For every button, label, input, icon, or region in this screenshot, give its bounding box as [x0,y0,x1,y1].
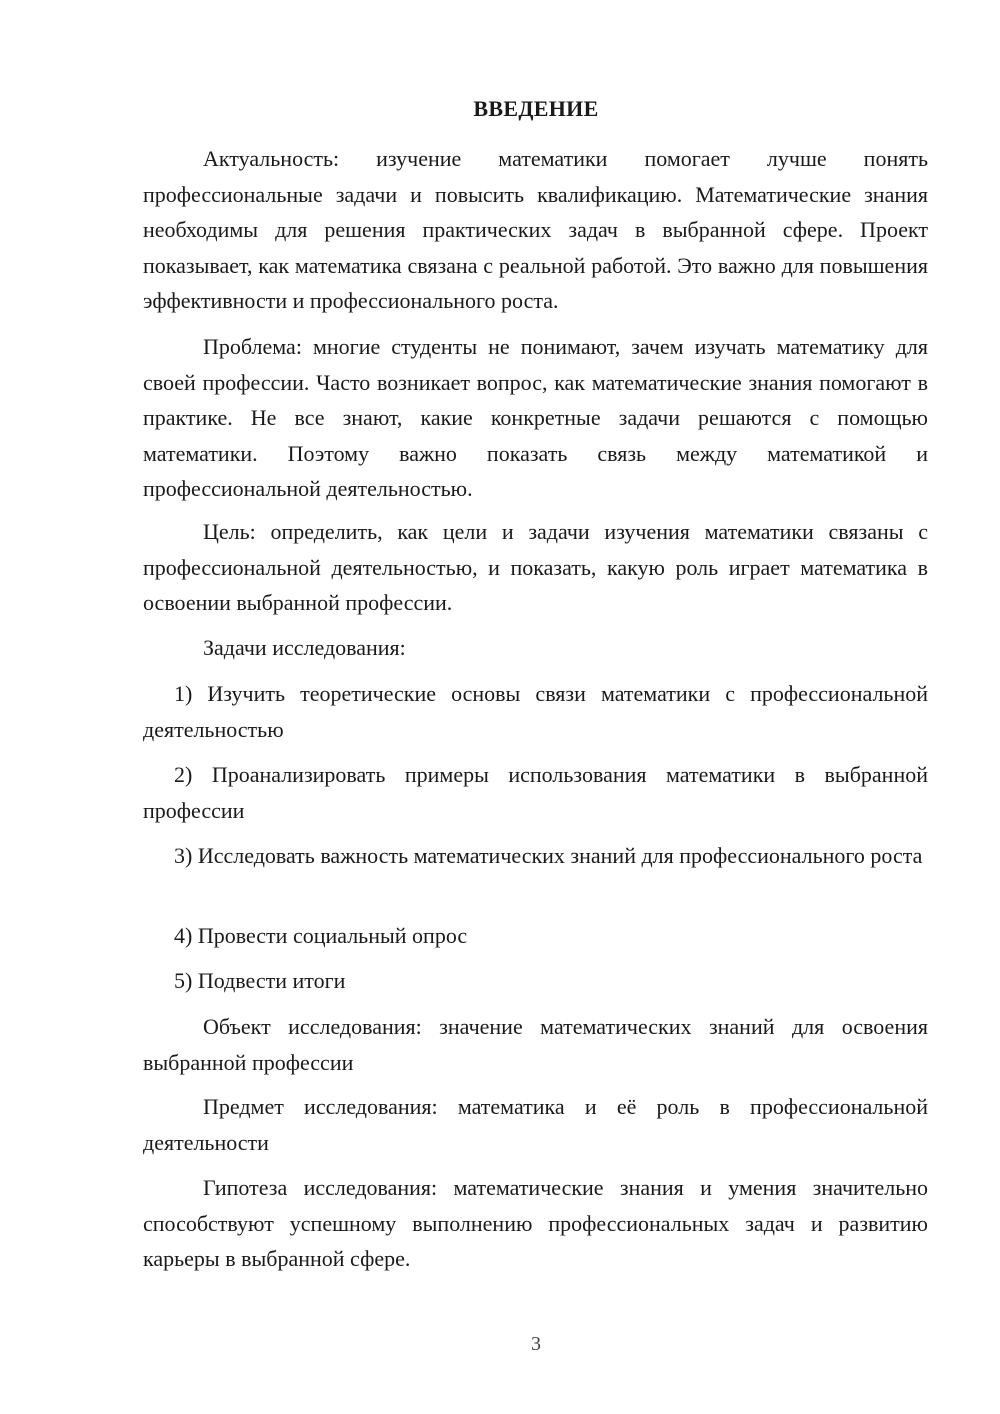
paragraph-relevance: Актуальность: изучение математики помогает лучше понять профессиональные задачи и повысить квалификацию. Математические знания необходимы для решения практических задач в выбранной сфере. Проект показывает, как математика связана с реальной работой. Это важно для повышения эффективности и профессионального роста. [143,146,928,313]
paragraph-object: Объект исследования: значение математических знаний для освоения выбранной профессии [143,1014,928,1075]
paragraph-problem: Проблема: многие студенты не понимают, зачем изучать математику для своей профессии. Часто возникает вопрос, как математические знания помогают в практике. Не все знают, какие конкретные задачи решаются с помощью математики. Поэтому важно показать связь между математикой и профессиональной деятельностью. [143,334,928,501]
task-item-2: 2) Проанализировать примеры использования математики в выбранной профессии [143,762,928,823]
task-item-4: 4) Провести социальный опрос [174,923,468,948]
tasks-heading: Задачи исследования: [203,635,406,660]
paragraph-hypothesis: Гипотеза исследования: математические знания и умения значительно способствуют успешному выполнению профессиональных задач и развитию карьеры в выбранной сфере. [143,1175,928,1271]
page-number: 3 [531,1333,541,1355]
task-item-5: 5) Подвести итоги [174,968,346,993]
paragraph-subject: Предмет исследования: математика и её роль в профессиональной деятельности [143,1094,928,1155]
task-item-3: 3) Исследовать важность математических знаний для профессионального роста [174,843,923,868]
task-item-1: 1) Изучить теоретические основы связи математики с профессиональной деятельностью [143,681,928,742]
paragraph-goal: Цель: определить, как цели и задачи изучения математики связаны с профессиональной деятельностью, и показать, какую роль играет математика в освоении выбранной профессии. [143,519,928,615]
section-heading: ВВЕДЕНИЕ [473,96,599,121]
